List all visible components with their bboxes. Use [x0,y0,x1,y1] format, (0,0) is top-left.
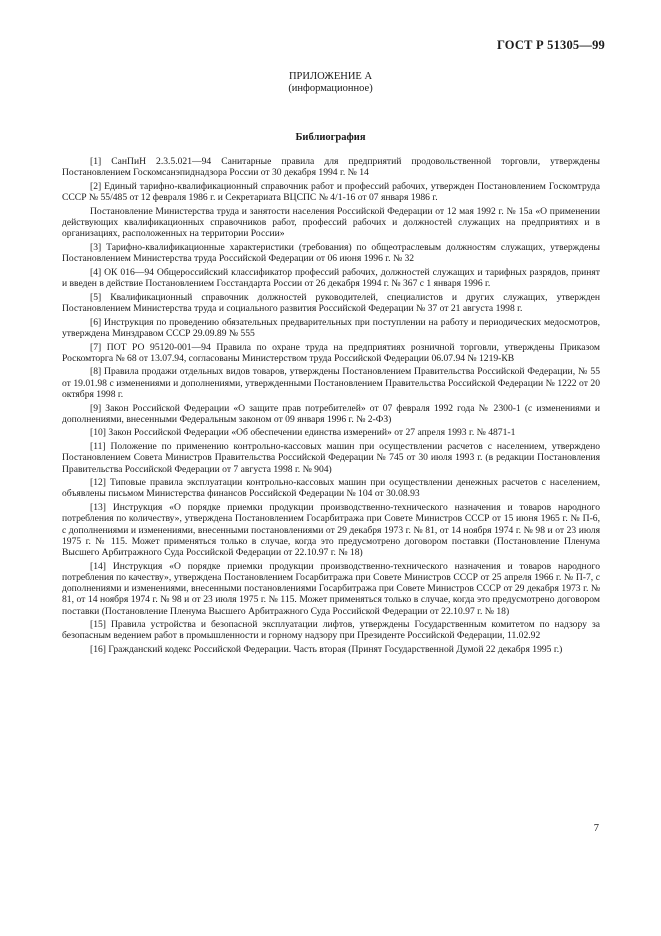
page-number: 7 [593,823,599,834]
reference-item: [16] Гражданский кодекс Российской Федерации. Часть вторая (Принят Государственной Думой 22 декабря 1995 г.) [90,644,563,656]
reference-item: [11] Положение по применению контрольно-кассовых машин при осуществлении расчетов с населением, утверждено Постановлением Совета Министров Правительства Российской Федерации № 745 от 30 июля 1993 г. (в редакции Постановления Правительства Российской Федерации от 7 августа 1998 г. № 904) [62,441,600,475]
appendix-title: ПРИЛОЖЕНИЕ А [288,71,373,82]
appendix-heading [0,71,661,95]
reference-item: Постановление Министерства труда и занятости населения Российской Федерации от 12 мая 1992 г. № 15а «О применении действующих квалификационных справочников работ, профессий рабочих и должностей служащих на предприятиях и в организациях, расположенных на территории России» [62,205,600,240]
bibliography-title: Библиография [295,132,366,143]
reference-item: [13] Инструкция «О порядке приемки продукции производственно-технического назначения и товаров народного потребления по количеству», утверждена Постановлением Госарбитража при Совете Министров СССР от 15 июня 1965 г. № П-6, с дополнениями и изменениями, внесенными постановлениями от 29 декабря 1973 г. № 81, от 14 ноября 1974 г. № 98 и от 23 июля 1975 г. № 115. Может применяться только в случае, когда это предусмотрено договором поставки (Постановление Пленума Высшего Арбитражного Суда Российской Федерации от 22.10.97 г. № 18) [62,502,600,558]
reference-item: [10] Закон Российской Федерации «Об обеспечении единства измерений» от 27 апреля 1993 г. № 4871-1 [90,427,516,439]
reference-item: [6] Инструкция по проведению обязательных предварительных при поступлении на работу и периодических медосмотров, утверждена Минздравом СССР 29.09.89 № 555 [62,316,600,339]
bibliography-list [62,156,600,658]
reference-item: [7] ПОТ РО 95120-001—94 Правила по охране труда на предприятиях розничной торговли, утверждены Приказом Роскомторга № 68 от 13.07.94, согласованы Министерством труда Российской Федерации 06.07.94 № 1219-КВ [62,341,600,364]
reference-item: [5] Квалификационный справочник должностей руководителей, специалистов и других служащих, утвержден Постановлением Министерства труда и социального развития Российской Федерации № 37 от 21 августа 1998 г. [62,291,600,314]
reference-item: [3] Тарифно-квалификационные характеристики (требования) по общеотраслевым должностям служащих, утверждены Постановлением Министерства труда Российской Федерации от 06 июня 1996 г. № 32 [62,241,600,265]
reference-item: [4] ОК 016—94 Общероссийский классификатор профессий рабочих, должностей служащих и тарифных разрядов, принят и введен в действие Постановлением Госстандарта России от 26 декабря 1994 г. № 367 с 1 января 1996 г. [62,266,600,290]
reference-item: [12] Типовые правила эксплуатации контрольно-кассовых машин при осуществлении денежных расчетов с населением, объявлены письмом Министерства финансов Российской Федерации № 104 от 30.08.93 [62,477,600,500]
reference-item: [15] Правила устройства и безопасной эксплуатации лифтов, утверждены Государственным комитетом по надзору за безопасным ведением работ в промышленности и горному надзору при Президенте Российской Федерации, 11.02.92 [62,619,600,642]
reference-item: [2] Единый тарифно-квалификационный справочник работ и профессий рабочих, утвержден Постановлением Госкомтруда СССР № 55/485 от 12 февраля 1986 г. и Секретариата ВЦСПС № 4/1-16 от 07 января 1986 г. [62,180,600,204]
appendix-subtitle: (информационное) [288,83,373,94]
reference-item: [1] СанПиН 2.3.5.021—94 Санитарные правила для предприятий продовольственной торговли, утверждены Постановлением Госкомсанэпиднадзора России от 30 декабря 1994 г. № 14 [62,156,600,179]
reference-item: [8] Правила продажи отдельных видов товаров, утверждены Постановлением Правительства Российской Федерации, № 55 от 19.01.98 с изменениями и дополнениями, утвержденными Постановлением Правительства Российской Федерации № 1222 от 20 октября 1998 г. [62,366,600,400]
reference-item: [9] Закон Российской Федерации «О защите прав потребителей» от 07 февраля 1992 года № 2300-1 (с изменениями и дополнениями, внесенными Федеральным законом от 09 января 1996 г. № 2-ФЗ) [62,402,600,425]
reference-item: [14] Инструкция «О порядке приемки продукции производственно-технического назначения и товаров народного потребления по качеству», утверждена Постановлением Госарбитража при Совете Министров СССР от 25 апреля 1966 г. № П-7, с дополнениями и изменениями, внесенными постановлениями Госарбитража при Совете Министров СССР от 29 декабря 1973 г. № 81, от 14 ноября 1974 г. № 98 и от 23 июля 1975 г. № 115. Может применяться только в случае, когда это предусмотрено договором поставки (Постановление Пленума Высшего Арбитражного Суда Российской Федерации от 22.10.97 г. № 18) [62,560,600,617]
document-code-header: ГОСТ Р 51305—99 [496,38,605,52]
